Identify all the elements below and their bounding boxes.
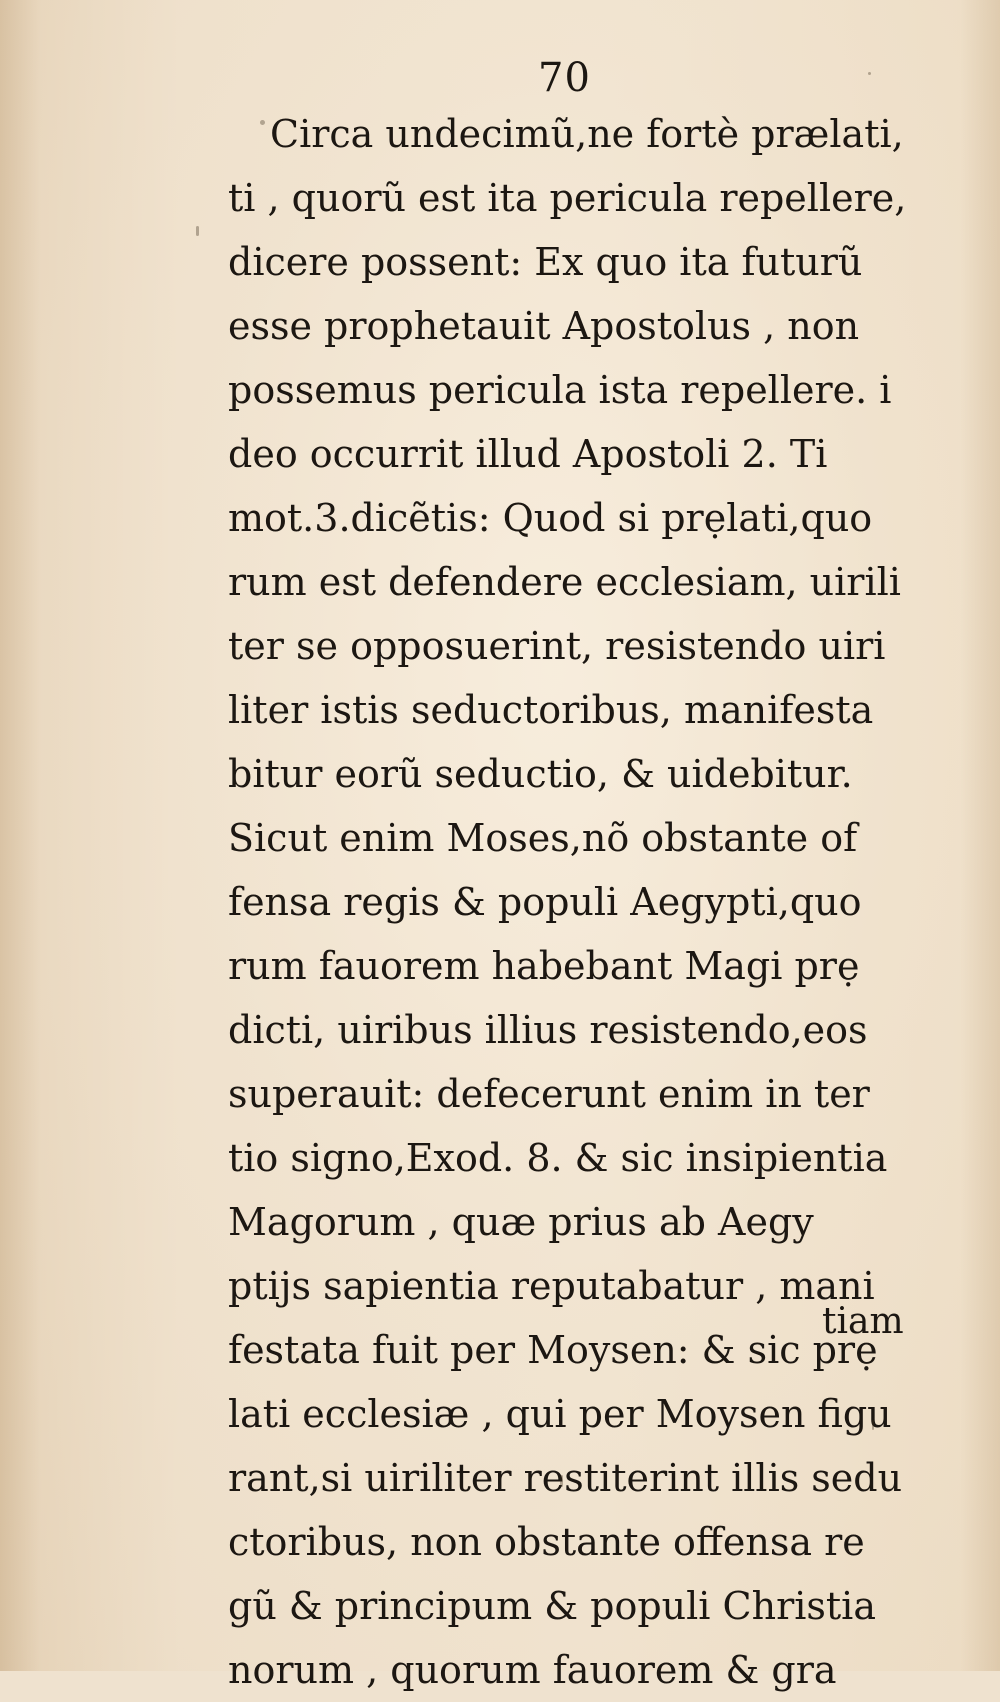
text-line: ctoribus, non obstante offensa re [228,1520,865,1564]
text-line: lati ecclesiæ , qui per Moysen figu [228,1392,892,1436]
text-line: rum fauorem habebant Magi prẹ [228,944,860,988]
text-line: dicere possent: Ex quo ita futurũ [228,240,863,284]
catchword: tiam [822,1301,904,1342]
text-line: possemus pericula ista repellere. i [228,368,892,412]
text-line: superauit: defecerunt enim in ter [228,1072,870,1116]
right-edge-shade [960,0,1000,1671]
text-line: norum , quorum fauorem & gra [228,1648,837,1692]
left-edge-shade [0,0,40,1671]
ink-speck [868,72,871,75]
text-line: liter istis seductoribus, manifesta [228,688,874,732]
text-line: festata fuit per Moysen: & sic prẹ [228,1328,878,1372]
page-number: 70 [538,55,591,101]
text-line: bitur eorũ seductio, & uidebitur. [228,752,853,796]
text-line: esse prophetauit Apostolus , non [228,304,860,348]
text-line: Sicut enim Moses,nõ obstante of [228,816,858,860]
body-text [228,102,938,1702]
text-line: dicti, uiribus illius resistendo,eos [228,1008,868,1052]
text-line: rum est defendere ecclesiam, uirili [228,560,901,604]
text-line: fensa regis & populi Aegypti,quo [228,880,862,924]
text-line: tio signo,Exod. 8. & sic insipientia [228,1136,888,1180]
text-line: ter se opposuerint, resistendo uiri [228,624,886,668]
text-line: mot.3.dicẽtis: Quod si prẹlati,quo [228,496,873,540]
text-line: Circa undecimũ,ne fortè prælati, [270,112,904,156]
text-line: deo occurrit illud Apostoli 2. Ti [228,432,828,476]
ink-speck [560,1475,563,1487]
text-line: rant,si uiriliter restiterint illis sedu [228,1456,903,1500]
ink-speck [196,226,199,236]
ink-speck [872,1420,874,1430]
text-line: gũ & principum & populi Christia [228,1584,876,1628]
text-line: Magorum , quæ prius ab Aegy [228,1200,814,1244]
ink-speck [260,120,265,125]
text-line: ptijs sapientia reputabatur , mani [228,1264,875,1308]
text-line: ti , quorũ est ita pericula repellere, [228,176,907,220]
